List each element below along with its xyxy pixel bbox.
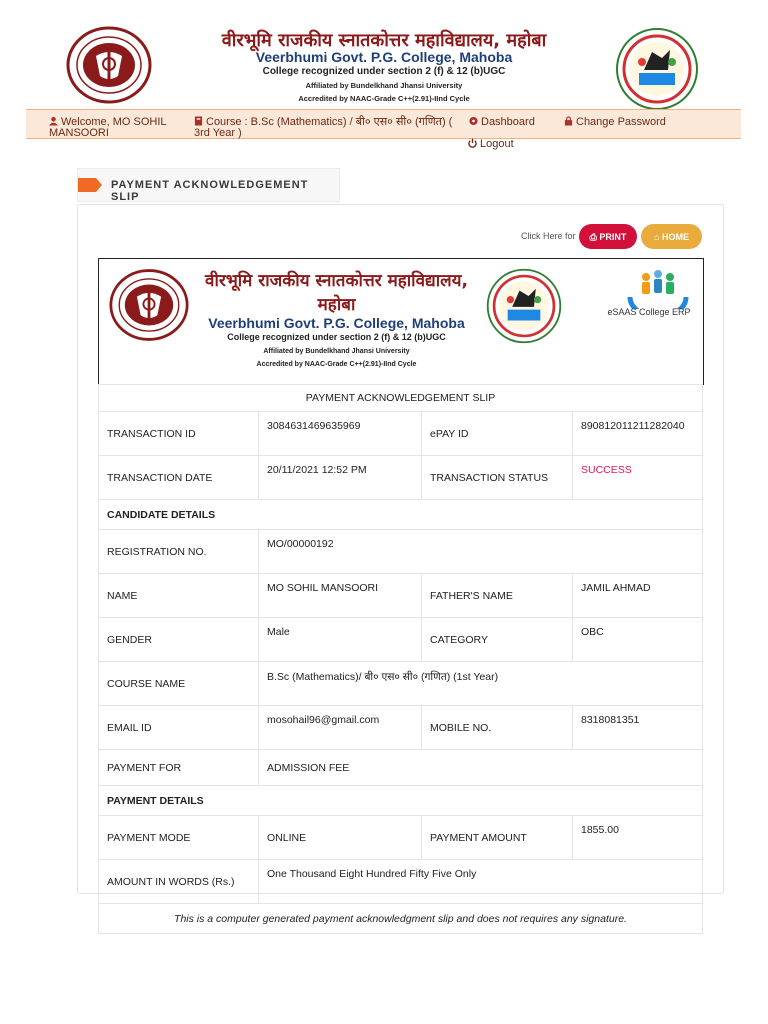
- candidate-details-heading: CANDIDATE DETAILS: [99, 500, 703, 530]
- print-label: PRINT: [599, 232, 627, 242]
- field-label: REGISTRATION NO.: [99, 530, 259, 574]
- gender-value: Male: [259, 618, 422, 662]
- college-title-hindi: वीरभूमि राजकीय स्नातकोत्तर महाविद्यालय, महोबा: [221, 30, 547, 51]
- click-here-label: Click Here for: [521, 231, 576, 241]
- field-label: AMOUNT IN WORDS (Rs.): [99, 860, 259, 904]
- field-label: CATEGORY: [422, 618, 573, 662]
- name-value: MO SOHIL MANSOORI: [259, 574, 422, 618]
- college-accreditation: Accredited by NAAC-Grade C++(2.91)-IInd Cycle: [298, 94, 470, 103]
- power-icon: [468, 138, 477, 148]
- field-label: NAME: [99, 574, 259, 618]
- table-row: [99, 456, 703, 500]
- transaction-status-value: SUCCESS: [573, 456, 703, 500]
- top-navbar: [26, 109, 741, 139]
- table-row: [99, 860, 703, 904]
- epay-id-value: 890812011211282040: [573, 412, 703, 456]
- field-label: TRANSACTION STATUS: [422, 456, 573, 500]
- field-label: TRANSACTION DATE: [99, 456, 259, 500]
- field-label: MOBILE NO.: [422, 706, 573, 750]
- payment-for-value: ADMISSION FEE: [259, 750, 703, 786]
- college-recognition: College recognized under section 2 (f) & 12 (b)UGC: [262, 66, 506, 77]
- esaas-erp-logo: [624, 267, 692, 309]
- table-row: [99, 530, 703, 574]
- slip-title: PAYMENT ACKNOWLEDGEMENT SLIP: [99, 385, 703, 412]
- table-row: [99, 904, 703, 934]
- table-row: [99, 786, 703, 816]
- payment-mode-value: ONLINE: [259, 816, 422, 860]
- table-row: [99, 385, 703, 412]
- table-row: [99, 816, 703, 860]
- table-row: [99, 618, 703, 662]
- printer-icon: ⎙: [589, 232, 597, 242]
- section-heading: [77, 168, 340, 202]
- mobile-value: 8318081351: [573, 706, 703, 750]
- erp-label: eSAAS College ERP: [607, 307, 691, 317]
- field-label: EMAIL ID: [99, 706, 259, 750]
- payment-amount-value: 1855.00: [573, 816, 703, 860]
- table-row: [99, 662, 703, 706]
- college-emblem-logo: [614, 28, 700, 110]
- section-title: PAYMENT ACKNOWLEDGEMENT SLIP: [111, 179, 309, 203]
- flag-icon: [78, 178, 96, 192]
- college-affiliation: Affiliated by Bundelkhand Jhansi University: [305, 81, 463, 90]
- field-label: FATHER'S NAME: [422, 574, 573, 618]
- change-password-link[interactable]: [564, 116, 666, 128]
- up-govt-seal-logo: [66, 26, 152, 104]
- slip-header: [98, 258, 704, 385]
- welcome-user: [49, 116, 184, 139]
- book-icon: [194, 116, 203, 126]
- slip-college-accreditation: Accredited by NAAC-Grade C++(2.91)-IInd Cycle: [256, 361, 417, 368]
- logout-label: Logout: [480, 138, 514, 150]
- slip-college-title-english: Veerbhumi Govt. P.G. College, Mahoba: [208, 315, 465, 331]
- up-govt-seal-logo: [109, 267, 189, 343]
- site-header: [0, 0, 768, 108]
- field-label: PAYMENT AMOUNT: [422, 816, 573, 860]
- table-row: [99, 500, 703, 530]
- table-row: [99, 574, 703, 618]
- college-emblem-logo: [485, 268, 563, 344]
- transaction-id-value: 3084631469635969: [259, 412, 422, 456]
- home-button[interactable]: [641, 224, 702, 249]
- slip-college-title-hindi: वीरभूमि राजकीय स्नातकोत्तर महाविद्यालय, महोबा: [205, 271, 468, 315]
- course-info: [194, 116, 464, 139]
- course-text: Course : B.Sc (Mathematics) / बी० एस० सी० (गणित) ( 3rd Year ): [194, 116, 453, 139]
- registration-value: MO/00000192: [259, 530, 703, 574]
- field-label: ePAY ID: [422, 412, 573, 456]
- slip-college-affiliation: Affiliated by Bundelkhand Jhansi University: [263, 348, 410, 355]
- field-label: PAYMENT MODE: [99, 816, 259, 860]
- home-icon: ⌂: [654, 232, 660, 242]
- father-name-value: JAMIL AHMAD: [573, 574, 703, 618]
- table-row: [99, 706, 703, 750]
- home-label: HOME: [661, 232, 689, 242]
- table-row: [99, 412, 703, 456]
- category-value: OBC: [573, 618, 703, 662]
- transaction-date-value: 20/11/2021 12:52 PM: [259, 456, 422, 500]
- dashboard-icon: [469, 116, 478, 126]
- table-row: [99, 750, 703, 786]
- slip-college-recognition: College recognized under section 2 (f) & 12 (b)UGC: [227, 332, 446, 342]
- amount-words-value: One Thousand Eight Hundred Fifty Five Only: [259, 860, 703, 904]
- change-password-label: Change Password: [576, 116, 666, 128]
- field-label: PAYMENT FOR: [99, 750, 259, 786]
- print-button[interactable]: [579, 224, 637, 249]
- payment-details-heading: PAYMENT DETAILS: [99, 786, 703, 816]
- email-value: mosohail96@gmail.com: [259, 706, 422, 750]
- college-title-english: Veerbhumi Govt. P.G. College, Mahoba: [255, 49, 513, 65]
- footer-note: This is a computer generated payment acknowledgment slip and does not requires any signature.: [99, 904, 703, 934]
- dashboard-label: Dashboard: [481, 116, 535, 128]
- course-value: B.Sc (Mathematics)/ बी० एस० सी० (गणित) (1st Year): [259, 662, 703, 706]
- lock-icon: [564, 116, 573, 126]
- field-label: COURSE NAME: [99, 662, 259, 706]
- logout-link[interactable]: [468, 138, 514, 150]
- field-label: TRANSACTION ID: [99, 412, 259, 456]
- user-icon: [49, 116, 58, 126]
- dashboard-link[interactable]: [469, 116, 535, 128]
- payment-slip-table: [98, 384, 703, 934]
- welcome-text: Welcome, MO SOHIL MANSOORI: [49, 116, 167, 139]
- field-label: GENDER: [99, 618, 259, 662]
